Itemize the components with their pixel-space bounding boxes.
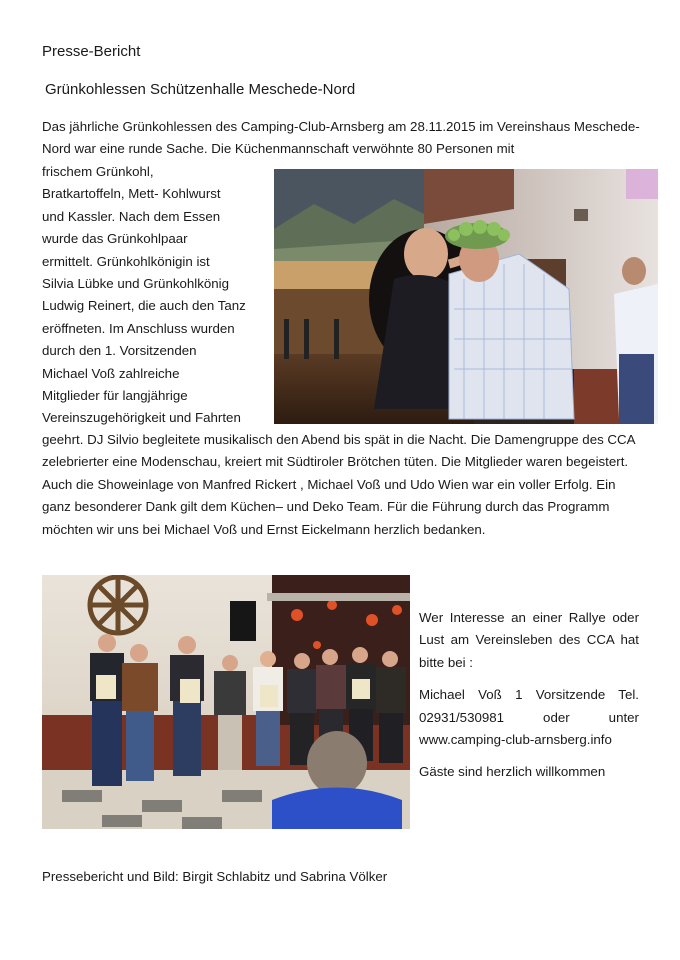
article-wrapped-text: frischem Grünkohl, Bratkartoffeln, Mett- Kohlwurst und Kassler. Nach dem Essen wurde das Grünkohlpaar ermittelt. Grünkohlkönigin ist Silvia Lübke und Grünkohlkönig Ludwig Reinert, die auch den Tanz eröffneten. Im Anschluss wurden durch den 1. Vorsitzenden Michael Voß zahlreiche Mitglieder für langjährige Vereinszugehörigkeit und Fahrten <box>42 164 246 426</box>
spacer <box>419 751 639 761</box>
article-continuation: geehrt. DJ Silvio begleitete musikalisch den Abend bis spät in die Nacht. Die Damengruppe des CCA zelebrierter eine Modenschau, kreiert mit Südtiroler Brötchen tüten. Die Mitglieder waren begeistert. Auch die Showeinlage von Manfred Rickert , Michael Voß und Udo Wien war ein voller Erfolg. Ein ganz besonderer Dank gilt dem Küchen– und Deko Team. Für die Führung durch das Programm möchten wir uns bei Michael Voß und Ernst Eickelmann herzlich bedanken. <box>42 432 635 537</box>
group-photo-illustration <box>42 575 410 829</box>
photo-credit: Pressebericht und Bild: Birgit Schlabitz und Sabrina Völker <box>42 869 388 884</box>
dance-photo <box>274 169 658 424</box>
article-lead-paragraph: Das jährliche Grünkohlessen des Camping-Club-Arnsberg am 28.11.2015 im Vereinshaus Meschede-Nord war eine runde Sache. Die Küchenmannschaft verwöhnte 80 Personen mit <box>42 119 640 157</box>
welcome-text: Gäste sind herzlich willkommen <box>419 764 606 780</box>
dance-photo-illustration <box>274 169 658 424</box>
sidebar-info <box>419 607 639 784</box>
document-kicker: Presse-Bericht <box>42 43 141 60</box>
group-photo <box>42 575 410 829</box>
page-title: Grünkohlessen Schützenhalle Meschede-Nord <box>45 81 356 98</box>
spacer <box>419 674 639 684</box>
invite-text: Wer Interesse an einer Rallye oder Lust am Vereinsleben des CCA hat bitte bei : <box>419 610 639 670</box>
contact-text: Michael Voß 1 Vorsitzende Tel. 02931/530981 oder unter www.camping-club-arnsberg.info <box>419 687 639 748</box>
